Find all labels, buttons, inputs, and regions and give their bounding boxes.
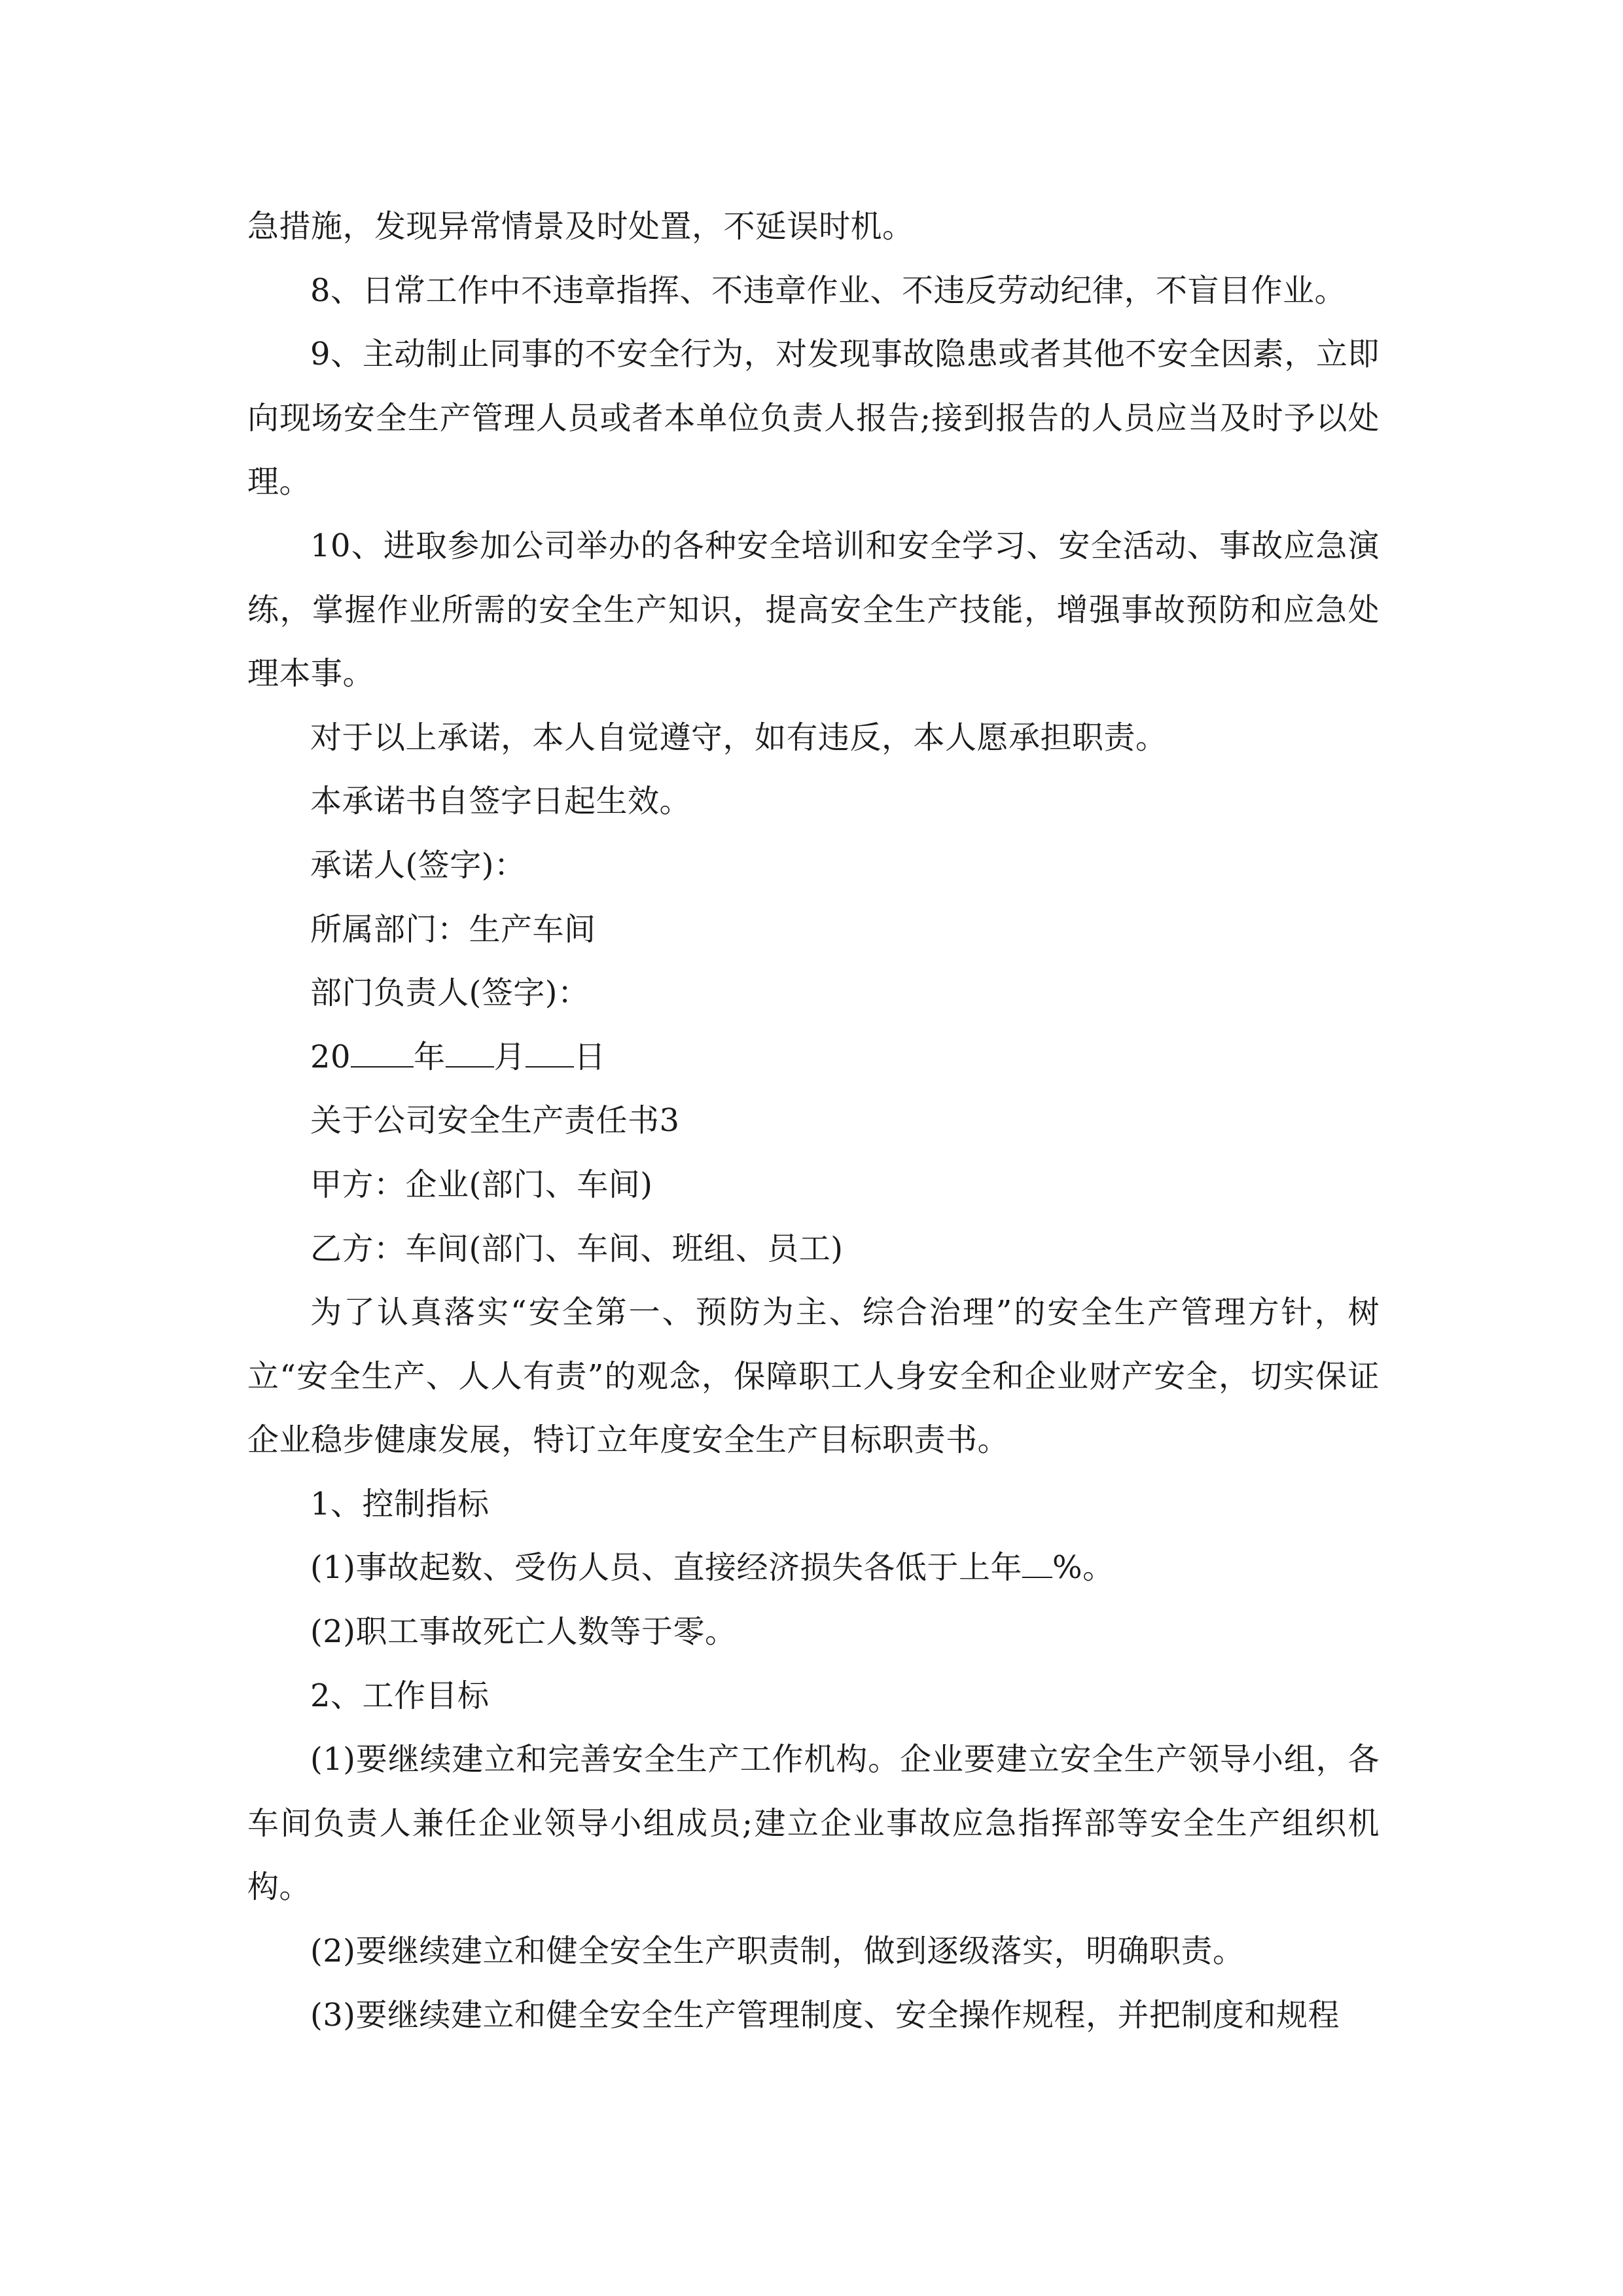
- paragraph: (2)要继续建立和健全安全生产职责制，做到逐级落实，明确职责。: [310, 1933, 1245, 1970]
- section-title: 关于公司安全生产责任书3: [310, 1102, 680, 1139]
- date-month-label: 月: [493, 1038, 526, 1075]
- paragraph: (2)职工事故死亡人数等于零。: [310, 1613, 737, 1651]
- paragraph: 为了认真落实“安全第一、预防为主、综合治理”的安全生产管理方针，树立“安全生产、人人有责”的观念，保障职工人身安全和企业财产安全，切实保证企业稳步健康发展，特订立年度安全生产目标职责书。: [247, 1294, 1380, 1459]
- date-line: [247, 1026, 1380, 1090]
- document-body: [247, 195, 1380, 2047]
- department-line: 所属部门：生产车间: [310, 910, 596, 948]
- paragraph: 8、日常工作中不违章指挥、不违章作业、不违反劳动纪律，不盲目作业。: [310, 272, 1347, 309]
- paragraph: 急措施，发现异常情景及时处置，不延误时机。: [247, 208, 914, 245]
- paragraph: 本承诺书自签字日起生效。: [310, 783, 692, 820]
- month-blank: [446, 1040, 494, 1067]
- paragraph: (3)要继续建立和健全安全生产管理制度、安全操作规程，并把制度和规程: [310, 1996, 1340, 2034]
- percentage-line-text: (1)事故起数、受伤人员、直接经济损失各低于上年: [310, 1549, 1022, 1587]
- paragraph: 10、进取参加公司举办的各种安全培训和安全学习、安全活动、事故应急演练，掌握作业所需的安全生产知识，提高安全生产技能，增强事故预防和应急处理本事。: [247, 527, 1380, 692]
- percentage-blank: [1022, 1551, 1052, 1578]
- percentage-line: [247, 1536, 1380, 1600]
- paragraph: (1)要继续建立和完善安全生产工作机构。企业要建立安全生产领导小组，各车间负责人兼任企业领导小组成员;建立企业事故应急指挥部等安全生产组织机构。: [247, 1741, 1380, 1906]
- paragraph: 9、主动制止同事的不安全行为，对发现事故隐患或者其他不安全因素，立即向现场安全生产管理人员或者本单位负责人报告;接到报告的人员应当及时予以处理。: [247, 336, 1380, 501]
- subheading-control-indicators: 1、控制指标: [310, 1485, 490, 1522]
- date-prefix: 20: [310, 1038, 351, 1075]
- date-year-label: 年: [414, 1038, 446, 1075]
- percentage-suffix: %。: [1052, 1549, 1115, 1587]
- subheading-work-goals: 2、工作目标: [310, 1677, 490, 1714]
- year-blank: [351, 1040, 414, 1067]
- paragraph: 对于以上承诺，本人自觉遵守，如有违反，本人愿承担职责。: [310, 719, 1168, 756]
- party-b-line: 乙方：车间(部门、车间、班组、员工): [310, 1230, 844, 1267]
- party-a-line: 甲方：企业(部门、车间): [310, 1166, 653, 1203]
- date-day-label: 日: [574, 1038, 606, 1075]
- signature-line-promisor: 承诺人(签字)：: [310, 846, 526, 884]
- day-blank: [526, 1040, 574, 1067]
- signature-line-department-head: 部门负责人(签字)：: [310, 975, 590, 1012]
